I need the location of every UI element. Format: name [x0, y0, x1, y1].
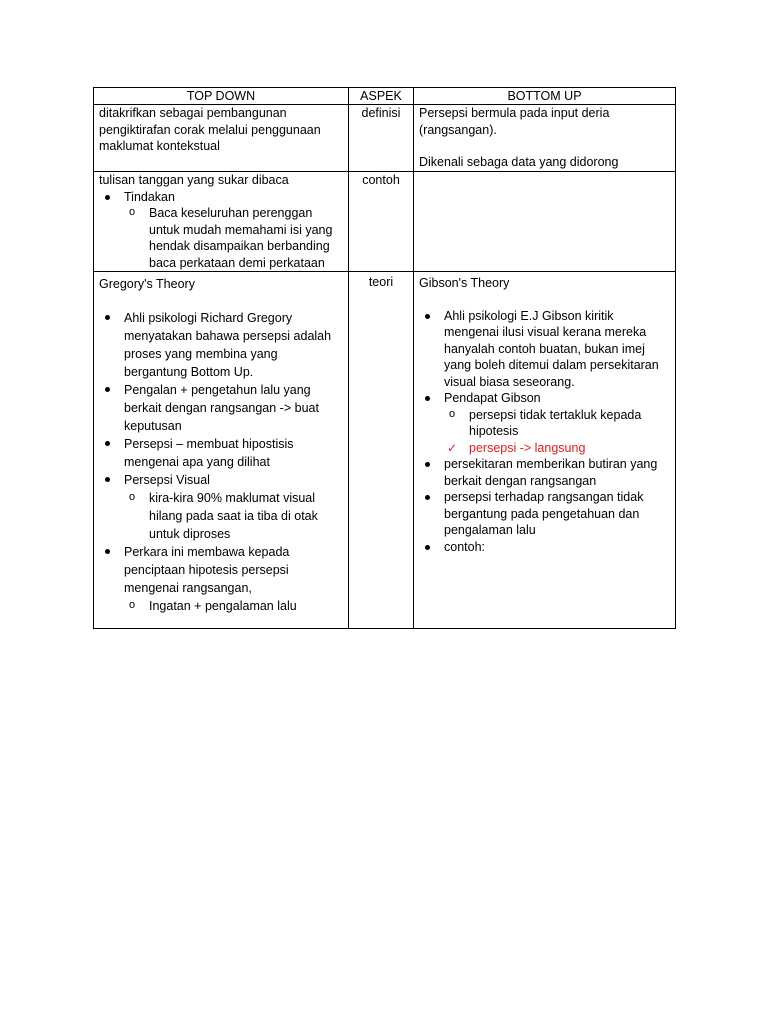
definition-line-2: Dikenali sebaga data yang didorong	[419, 155, 619, 169]
header-top-down: TOP DOWN	[94, 88, 349, 105]
bullet-gibson-5: contoh:	[419, 539, 670, 556]
cell-contoh-bottom-up	[414, 172, 676, 272]
cell-definisi-bottom-up	[414, 105, 676, 172]
sub-bullet-gregory-5: o Ingatan + pengalaman lalu	[99, 597, 343, 615]
cell-teori-bottom-up	[414, 272, 676, 629]
bullet-gregory-3: Persepsi – membuat hipostisis mengenai apa yang dilihat	[99, 435, 343, 471]
aspek-teori-label: teori	[368, 275, 394, 289]
row-definisi	[94, 105, 676, 172]
gregory-theory-title: Gregory's Theory	[99, 277, 195, 291]
cell-aspek-definisi: definisi	[349, 105, 414, 172]
bullet-gibson-1: Ahli psikologi E.J Gibson kiritik mengenai ilusi visual kerana mereka hanyalah contoh buatan, bukan imej yang boleh ditemui dalam persekitaran visual biasa seseorang.	[419, 308, 670, 391]
bullet-gregory-5: Perkara ini membawa kepada penciptaan hipotesis persepsi mengenai rangsangan,	[99, 543, 343, 597]
bullet-gibson-3: persekitaran memberikan butiran yang berkait dengan rangsangan	[419, 456, 670, 489]
cell-aspek-teori	[349, 272, 414, 629]
check-bullet-langsung: ✓ persepsi -> langsung	[419, 440, 670, 457]
bullet-gibson-2: Pendapat Gibson	[419, 390, 670, 407]
cell-aspek-contoh: contoh	[349, 172, 414, 272]
comparison-table	[93, 87, 676, 629]
gibson-theory-title: Gibson's Theory	[419, 276, 510, 290]
cell-contoh-top-down	[94, 172, 349, 272]
sub-bullet-baca: o Baca keseluruhan perenggan untuk mudah memahami isi yang hendak disampaikan berbanding baca perkataan demi perkataan	[99, 205, 343, 271]
sub-bullet-gibson-2: o persepsi tidak tertakluk kepada hipotesis	[419, 407, 670, 440]
bullet-gregory-1: Ahli psikologi Richard Gregory menyatakan bahawa persepsi adalah proses yang membina yang bergantung Bottom Up.	[99, 309, 343, 381]
cell-teori-top-down	[94, 272, 349, 629]
example-intro: tulisan tanggan yang sukar dibaca	[99, 173, 289, 187]
sub-bullet-gregory-4: o kira-kira 90% maklumat visual hilang pada saat ia tiba di otak untuk diproses	[99, 489, 343, 543]
definition-text: ditakrifkan sebagai pembangunan pengiktirafan corak melalui penggunaan maklumat kontekstual	[99, 106, 321, 153]
row-teori	[94, 272, 676, 629]
header-row	[94, 88, 676, 105]
bullet-gregory-2: Pengalan + pengetahun lalu yang berkait dengan rangsangan -> buat keputusan	[99, 381, 343, 435]
definition-line-1: Persepsi bermula pada input deria (rangsangan).	[419, 106, 610, 137]
bullet-tindakan: Tindakan	[99, 189, 343, 206]
bullet-gibson-4: persepsi terhadap rangsangan tidak bergantung pada pengetahuan dan pengalaman lalu	[419, 489, 670, 539]
row-contoh	[94, 172, 676, 272]
cell-definisi-top-down	[94, 105, 349, 172]
bullet-gregory-4: Persepsi Visual	[99, 471, 343, 489]
header-aspek: ASPEK	[349, 88, 414, 105]
header-bottom-up: BOTTOM UP	[414, 88, 676, 105]
